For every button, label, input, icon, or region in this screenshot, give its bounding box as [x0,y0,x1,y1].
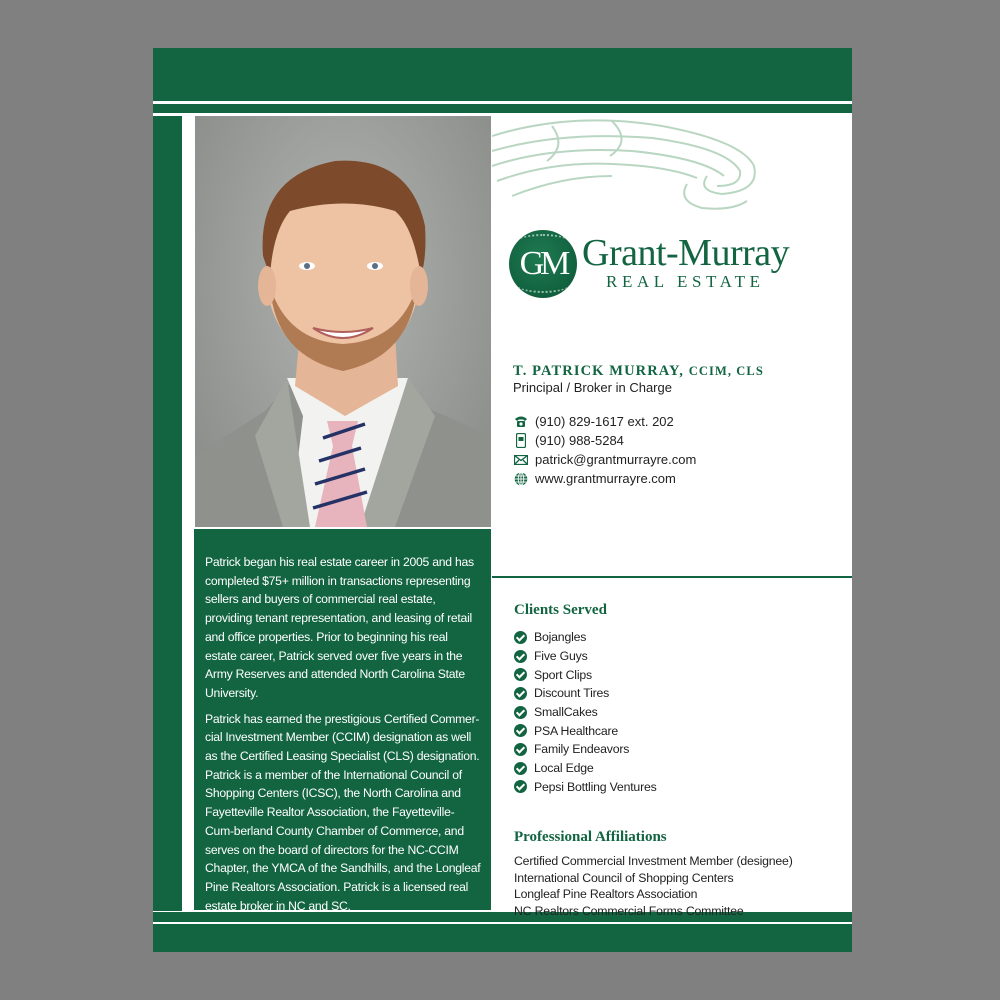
agent-name [513,363,764,380]
clients-list [514,628,657,796]
phone-icon [513,414,528,429]
affiliation-item: Certified Commercial Investment Member (designee) [514,854,793,868]
contact-office-phone[interactable] [513,412,696,431]
logo-subtitle: REAL ESTATE [606,272,765,291]
bio-box [194,529,491,913]
right-panel [492,116,852,918]
mobile-phone-text: (910) 988-5284 [535,433,624,448]
client-name: Pepsi Bottling Ventures [534,779,657,794]
client-name: PSA Healthcare [534,723,619,738]
section-divider [492,576,852,578]
office-phone-text: (910) 829-1617 ext. 202 [535,414,674,429]
client-item [514,665,657,684]
client-item [514,647,657,666]
top-green-band [153,48,852,101]
flyer-page [153,48,852,952]
website-text: www.grantmurrayre.com [535,471,676,486]
logo-company-name: Grant-Murray [582,232,790,274]
check-circle-icon [514,762,527,775]
client-item [514,721,657,740]
agent-credentials: CCIM, CLS [688,364,764,378]
globe-icon [513,471,528,486]
contact-website[interactable] [513,469,696,488]
check-circle-icon [514,668,527,681]
client-name: SmallCakes [534,705,598,720]
agent-name-text: T. PATRICK MURRAY, [513,363,684,379]
top-green-stripe [153,104,852,113]
check-circle-icon [514,687,527,700]
decorative-flourish-icon [492,116,772,211]
client-item [514,684,657,703]
bio-paragraph-1: Patrick began his real estate career in 2005 and has completed $75+ million in transactions representing sellers and buyers of commercial real estate, providing tenant representation, and leasing of retail and office properties. Prior to beginning his real estate career, Patrick served over five years in the Army Reserves and attended North Carolina State University. [205,555,474,700]
client-name: Family Endeavors [534,742,630,757]
email-icon [513,452,528,467]
mobile-icon [513,433,528,448]
agent-portrait-photo [195,116,491,527]
email-text: patrick@grantmurrayre.com [535,452,697,467]
client-name: Local Edge [534,761,594,776]
affiliations-list [514,854,793,920]
affiliation-item: NC Realtors Commercial Forms Committee [514,903,744,918]
logo-monogram: GM [509,230,577,298]
check-circle-icon [514,724,527,737]
client-item [514,778,657,797]
check-circle-icon [514,743,527,756]
left-green-strip [153,116,182,911]
check-circle-icon [514,650,527,663]
affiliation-item: Longleaf Pine Realtors Association [514,887,698,901]
client-item [514,740,657,759]
check-circle-icon [514,631,527,644]
client-item [514,703,657,722]
bio-paragraph-2: Patrick has earned the prestigious Certified Commer-cial Investment Member (CCIM) designation as well as the Certified Leasing Specialist (CLS) designation. Patrick is a member of the International Council of Shopping Centers (ICSC), the North Carolina and Fayetteville Realtor Association, the Fayetteville-Cum-berland County Chamber of Commerce, and serves on the board of directors for the NC-CCIM Chapter, the YMCA of the Sandhills, and the Longleaf Pine Realtors Association. Patrick is a licensed real estate broker in NC and SC. [205,711,481,913]
affiliation-item: International Council of Shopping Centers [514,870,734,885]
client-name: Sport Clips [534,667,592,682]
contact-email[interactable] [513,450,696,469]
client-item [514,759,657,778]
client-name: Five Guys [534,649,588,664]
agent-title: Principal / Broker in Charge [513,380,672,395]
check-circle-icon [514,780,527,793]
contact-mobile-phone[interactable] [513,431,696,450]
company-logo [509,230,829,302]
bottom-green-band [153,924,852,952]
check-circle-icon [514,706,527,719]
client-name: Bojangles [534,630,587,645]
affiliations-heading: Professional Affiliations [514,829,667,845]
clients-served-heading: Clients Served [514,602,607,618]
contact-list [513,412,696,488]
client-item [514,628,657,647]
client-name: Discount Tires [534,686,610,701]
